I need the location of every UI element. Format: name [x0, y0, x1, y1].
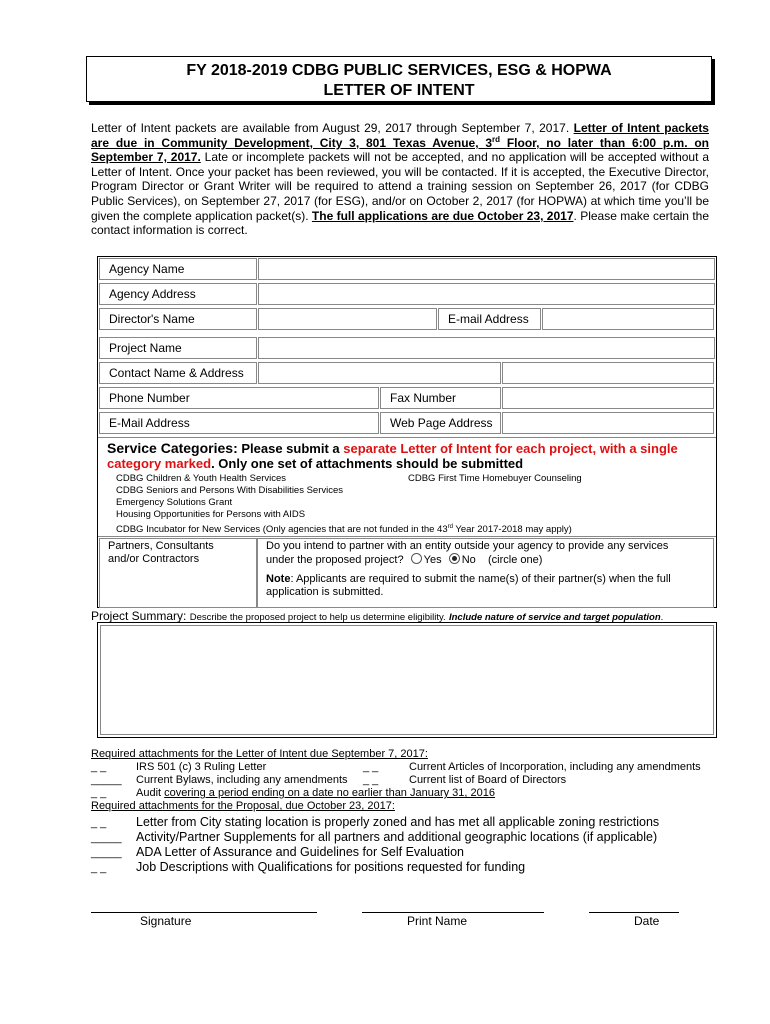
project-summary-field[interactable]	[100, 625, 714, 735]
service-item-homebuyer[interactable]: CDBG First Time Homebuyer Counseling	[408, 473, 582, 484]
row-project-name	[98, 336, 715, 360]
blank-b1[interactable]: _ _	[91, 817, 107, 829]
attachment-articles: Current Articles of Incorporation, including any amendments	[409, 761, 701, 773]
yes-label: Yes	[423, 554, 442, 566]
attachment-board: Current list of Board of Directors	[409, 774, 567, 786]
project-name-field[interactable]	[258, 337, 715, 359]
blank-a4[interactable]: _ _	[363, 774, 379, 786]
row-phone-fax	[98, 386, 714, 410]
title-line-1: FY 2018-2019 CDBG PUBLIC SERVICES, ESG & HOPWA	[186, 62, 612, 79]
yes-radio[interactable]	[411, 553, 422, 564]
attachment-supplements: Activity/Partner Supplements for all partners and additional geographic locations (if applicable)	[136, 830, 658, 844]
blank-a3[interactable]: _____	[91, 774, 122, 786]
contact-name-label: Contact Name & Address	[99, 362, 257, 384]
web-page-label: Web Page Address	[380, 412, 501, 434]
blank-b4[interactable]: _ _	[91, 862, 107, 874]
proposal-attachments-heading: Required attachments for the Proposal, due October 23, 2017:	[91, 800, 395, 812]
intro-deadline: Letter of Intent packets are due in Community Development, City 3, 801 Texas Avenue, 3rd Floor, no later than 6:00 p.m. on September 7, 2017.	[91, 121, 710, 165]
partners-question-line2: under the proposed project? Yes No (circle one)	[266, 554, 543, 566]
partners-question	[266, 540, 710, 599]
attachment-ada: ADA Letter of Assurance and Guidelines for Self Evaluation	[136, 845, 464, 859]
contact-name-field[interactable]	[258, 362, 501, 384]
project-summary-label: Project Summary: Describe the proposed project to help us determine eligibility. Include nature of service and target population.	[91, 609, 664, 623]
service-item-esg[interactable]: Emergency Solutions Grant	[116, 497, 233, 508]
partners-note: Note: Applicants are required to submit the name(s) of their partner(s) when the full application is submitted.	[266, 573, 671, 598]
partners-label: Partners, Consultants and/or Contractors	[108, 540, 214, 565]
service-items	[98, 473, 716, 536]
attachment-job-descriptions: Job Descriptions with Qualifications for positions requested for funding	[136, 860, 526, 874]
title-line-2: LETTER OF INTENT	[323, 82, 475, 99]
blank-a2[interactable]: _ _	[363, 761, 379, 773]
intro-text-1: Letter of Intent packets are available from August 29, 2017 through September 7, 2017.	[91, 121, 570, 135]
no-radio[interactable]	[449, 553, 460, 564]
blank-a5[interactable]: _ _	[91, 787, 107, 799]
attachment-row-2	[91, 774, 567, 787]
row-agency-name	[98, 257, 715, 281]
blank-b3[interactable]: _____	[91, 847, 122, 859]
row-agency-address	[98, 282, 715, 306]
partners-section	[98, 536, 716, 609]
service-heading: Service Categories: Please submit a separate Letter of Intent for each project, with a single category marked. Only one set of attachments should be submitted	[107, 440, 678, 471]
fax-number-field[interactable]	[502, 387, 714, 409]
proposal-row-3	[91, 845, 464, 861]
row-director	[98, 307, 714, 331]
service-instruction-red: separate Letter of Intent for each project, with a single category marked	[107, 441, 678, 471]
email-address-label: E-mail Address	[438, 308, 541, 330]
intro-text-3: . Please make certain the contact information is correct.	[91, 208, 709, 238]
intro-paragraph	[91, 121, 709, 238]
attachment-bylaws: Current Bylaws, including any amendments	[136, 774, 348, 786]
agency-address-label: Agency Address	[99, 283, 257, 305]
project-name-label: Project Name	[99, 337, 257, 359]
fax-number-label: Fax Number	[380, 387, 501, 409]
attachment-row-3: _ _ Audit covering a period ending on a date no earlier than January 31, 2016	[91, 787, 495, 799]
signature-label: Signature	[140, 914, 192, 928]
service-item-children[interactable]: CDBG Children & Youth Health Services	[116, 473, 287, 484]
document-title	[86, 56, 712, 102]
agency-name-label: Agency Name	[99, 258, 257, 280]
email-address-field[interactable]	[542, 308, 714, 330]
print-name-label: Print Name	[407, 914, 468, 928]
directors-name-field[interactable]	[258, 308, 437, 330]
attachment-audit: covering a period ending on a date no earlier than January 31, 2016	[164, 787, 495, 799]
web-page-field[interactable]	[502, 412, 714, 434]
row-email-web	[98, 411, 714, 435]
service-item-seniors[interactable]: CDBG Seniors and Persons With Disabilities Services	[116, 485, 344, 496]
service-item-hopwa[interactable]: Housing Opportunities for Persons with AIDS	[116, 509, 306, 520]
service-item-incubator[interactable]: CDBG Incubator for New Services (Only agencies that are not funded in the 43rd Year 2017-2018 may apply)	[116, 524, 572, 536]
attachment-irs: IRS 501 (c) 3 Ruling Letter	[136, 761, 267, 773]
loi-attachments-heading: Required attachments for the Letter of Intent due September 7, 2017:	[91, 748, 428, 760]
proposal-row-1	[91, 815, 660, 831]
blank-b2[interactable]: _____	[91, 832, 122, 844]
signature-line[interactable]	[91, 912, 317, 913]
attachment-zoning: Letter from City stating location is properly zoned and has met all applicable zoning restrictions	[136, 815, 660, 829]
proposal-row-2	[91, 830, 658, 846]
date-line[interactable]	[589, 912, 679, 913]
agency-name-field[interactable]	[258, 258, 715, 280]
agency-address-field[interactable]	[258, 283, 715, 305]
row-contact	[98, 361, 714, 385]
partners-question-line1: Do you intend to partner with an entity outside your agency to provide any services	[266, 540, 669, 552]
project-summary-box[interactable]	[97, 622, 717, 738]
intro-due-date: The full applications are due October 23, 2017	[311, 208, 574, 223]
service-categories	[98, 437, 716, 536]
no-label: No	[461, 554, 476, 566]
proposal-row-4	[91, 860, 526, 876]
directors-name-label: Director's Name	[99, 308, 257, 330]
blank-a1[interactable]: _ _	[91, 761, 107, 773]
contact-address-field[interactable]	[502, 362, 714, 384]
attachment-row-1	[91, 761, 701, 774]
print-name-line[interactable]	[362, 912, 544, 913]
date-label: Date	[634, 914, 660, 928]
agency-info-form	[97, 256, 717, 608]
email-label-2: E-Mail Address	[99, 412, 379, 434]
phone-number-label: Phone Number	[99, 387, 379, 409]
intro-text-2: Late or incomplete packets will not be accepted, and no application will be accepted without a Letter of Intent. Once your packet has been reviewed, you will be contacted. If it is accepted, the Executive Director, Program Director or Grant Writer will be required to attend a training session on September 26, 2017 (for CDBG Public Services), on September 27, 2017 (for ESG), and/or on October 2, 2017 (for HOPWA) at which time you’ll be given the complete application packet(s).	[91, 150, 709, 223]
